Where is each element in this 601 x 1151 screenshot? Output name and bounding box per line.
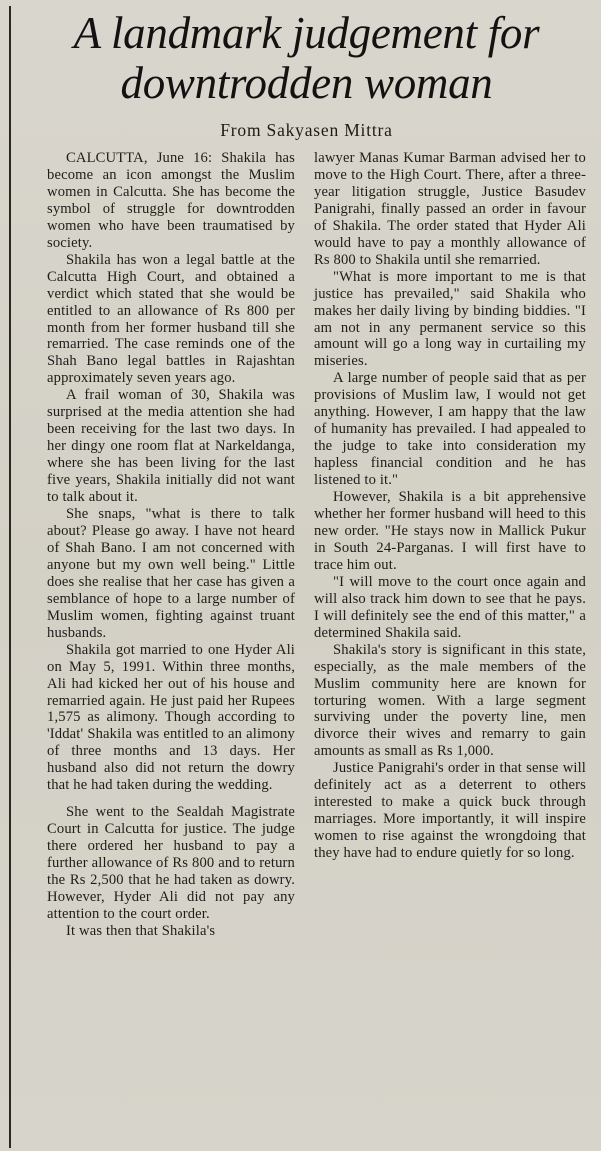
paragraph: "I will move to the court once again and will also track him down to see that he pays. I will definitely see the end of this matter," a determined Shakila said. [314, 573, 586, 641]
paragraph: Shakila got married to one Hyder Ali on May 5, 1991. Within three months, Ali had kicked her out of his house and remarried again. He just paid her Rupees 1,575 as alimony. Though according to 'Iddat' Shakila was entitled to an alimony of three months and 13 days. Her husband also did not return the dowry that he had taken during the wedding. [47, 641, 295, 794]
paragraph: Shakila's story is significant in this state, especially, as the male members of the Muslim community here are known for torturing women. With a large segment surviving under the poverty line, men divorce their wives and remarry to gain amounts as small as Rs 1,000. [314, 641, 586, 760]
paragraph: She went to the Sealdah Magistrate Court in Calcutta for justice. The judge there ordered her husband to pay a further allowance of Rs 800 and to return the Rs 2,500 that he had taken as dowry. However, Hyder Ali did not pay any attention to the court order. [47, 804, 295, 922]
paragraph: Justice Panigrahi's order in that sense will definitely act as a deterrent to others interested to make a quick buck through marriages. More importantly, it will inspire women to rise against the wrongdoing that they have had to endure quietly for so long. [314, 760, 586, 862]
paragraph: A frail woman of 30, Shakila was surprised at the media attention she had been receiving for the last two days. In her dingy one room flat at Narkeldanga, where she has been living for the last five years, Shakila initially did not want to talk about it. [47, 387, 295, 506]
headline: A landmark judgement for downtrodden woman [73, 8, 540, 108]
paragraph: She snaps, "what is there to talk about? Please go away. I have not heard of Shah Bano. I am not concerned with anyone but my own well being." Little does she realise that her case has given a semblance of hope to a large number of Muslim women, fighting against truant husbands. [47, 506, 295, 641]
paragraph: CALCUTTA, June 16: Shakila has become an icon amongst the Muslim women in Calcutta. She has become the symbol of struggle for downtrodden women who have been traumatised by society. [47, 150, 295, 251]
paragraph: However, Shakila is a bit apprehensive whether her former husband will heed to this new order. "He stays now in Mallick Pukur in South 24-Parganas. I will first have to trace him out. [314, 489, 586, 573]
paragraph: A large number of people said that as per provisions of Muslim law, I would not get anything. However, I am happy that the law of humanity has prevailed. I had appealed to the judge to take into consideration my hapless financial condition and he has listened to it." [314, 370, 586, 489]
paragraph: It was then that Shakila's [66, 922, 216, 939]
paragraph: "What is more important to me is that justice has prevailed," said Shakila who makes her daily living by binding biddies. "I am not in any permanent service so this amount will go a long way in curtailing my miseries. [314, 268, 586, 370]
byline: From Sakyasen Mittra [220, 120, 393, 140]
article-column-left [47, 150, 295, 940]
article-column-right [314, 150, 586, 862]
paragraph: Shakila has won a legal battle at the Calcutta High Court, and obtained a verdict which stated that she would be entitled to an allowance of Rs 800 per month from her former husband till she remarried. The case reminds one of the Shah Bano legal battles in Rajashtan approximately seven years ago. [47, 251, 295, 387]
column-rule [9, 6, 11, 1148]
paragraph: lawyer Manas Kumar Barman advised her to move to the High Court. There, after a three-year litigation struggle, Justice Basudev Panigrahi, finally passed an order in favour of Shakila. The order stated that Hyder Ali would have to pay a monthly allowance of Rs 800 to Shakila until she remarried. [314, 150, 586, 268]
